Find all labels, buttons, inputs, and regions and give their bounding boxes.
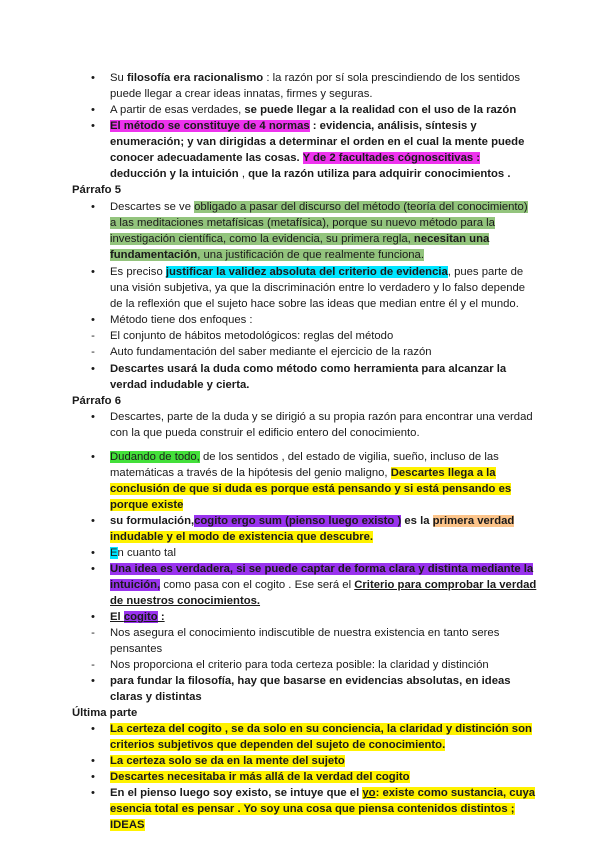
text-segment: Es preciso xyxy=(110,266,166,278)
highlighted-text: indudable y el modo de existencia que descubre. xyxy=(110,531,374,543)
line-text xyxy=(110,361,506,377)
line-text xyxy=(110,737,445,753)
line-text xyxy=(110,641,162,657)
text-segment: Nos asegura el conocimiento indiscutible de nuestra existencia en tanto seres xyxy=(110,627,500,639)
text-segment: Nos proporciona el criterio para toda certeza posible: la claridad y distinción xyxy=(110,659,489,671)
line-text xyxy=(110,481,511,497)
text-segment: claras y distintas xyxy=(110,691,202,703)
text-line xyxy=(0,641,600,657)
text-line xyxy=(0,247,600,263)
line-text xyxy=(110,753,345,769)
text-segment: enumeración; y van dirigidas a determinar el orden en el cual la mente puede xyxy=(110,136,525,148)
line-text xyxy=(110,264,523,280)
line-text xyxy=(110,817,145,833)
line-text xyxy=(110,689,202,705)
line-text xyxy=(110,769,410,785)
text-segment: : evidencia, análisis, síntesis y xyxy=(309,120,477,132)
text-line xyxy=(0,296,600,312)
text-line xyxy=(0,577,600,593)
text-line xyxy=(0,545,600,561)
line-text xyxy=(110,785,535,801)
text-line xyxy=(0,753,600,769)
bullet-icon: • xyxy=(91,314,95,326)
text-line xyxy=(0,593,600,609)
text-line xyxy=(0,465,600,481)
text-line xyxy=(0,199,600,215)
highlighted-text: El método se constituye de 4 normas xyxy=(110,120,310,132)
line-text xyxy=(110,134,524,150)
text-line xyxy=(0,513,600,529)
text-line xyxy=(0,625,600,641)
text-line xyxy=(0,497,600,513)
line-text xyxy=(110,449,499,465)
text-line xyxy=(0,769,600,785)
highlighted-text: investigación científica, como la evidencia, su primera regla, xyxy=(110,233,414,245)
text-segment: , xyxy=(238,168,249,180)
highlighted-text: necesitan una xyxy=(413,233,490,245)
bullet-icon: • xyxy=(91,787,95,799)
line-text xyxy=(110,166,511,182)
text-line xyxy=(0,70,600,86)
text-line xyxy=(0,689,600,705)
text-segment: puede llegar a crear ideas innatas, firmes y seguras. xyxy=(110,88,373,100)
highlighted-text: esencia total es pensar . Yo soy una cosa que piensa contenidos distintos ; xyxy=(110,803,515,815)
text-line xyxy=(0,529,600,545)
text-segment: de la reflexión que el sujeto hace sobre las ideas que median entre él y el mundo. xyxy=(110,298,519,310)
line-text xyxy=(110,118,477,134)
line-text xyxy=(110,199,528,215)
text-line xyxy=(0,785,600,801)
text-segment: : xyxy=(157,611,165,623)
text-line xyxy=(0,86,600,102)
text-line xyxy=(0,817,600,833)
line-text xyxy=(72,705,137,721)
line-text xyxy=(110,625,499,641)
text-segment: una visión subjetiva, ya que la discriminación entre lo verdadero y lo falso depende xyxy=(110,282,526,294)
text-segment: Última parte xyxy=(72,707,138,719)
bullet-icon: • xyxy=(91,266,95,278)
text-line xyxy=(0,344,600,360)
highlighted-text: criterios subjetivos que dependen del sujeto de conocimiento. xyxy=(110,739,446,751)
section-heading xyxy=(0,705,600,721)
highlighted-text: yo xyxy=(362,787,376,799)
line-text xyxy=(110,215,495,231)
dash-bullet-icon: - xyxy=(91,346,95,358)
text-line xyxy=(0,134,600,150)
text-segment: su formulación, xyxy=(110,515,195,527)
text-segment: Párrafo 5 xyxy=(72,184,121,196)
bullet-icon: • xyxy=(91,104,95,116)
highlighted-text: Una idea es verdadera, si se puede captar de forma clara y distinta mediante la xyxy=(110,563,534,575)
highlighted-text: Y de 2 facultades cógnoscitivas : xyxy=(302,152,481,164)
text-segment: Criterio para comprobar la verdad xyxy=(354,579,537,591)
line-text xyxy=(110,593,260,609)
text-segment: Descartes se ve xyxy=(110,201,195,213)
text-segment: filosofía era racionalismo xyxy=(126,72,264,84)
highlighted-text: La certeza solo se da en la mente del sujeto xyxy=(110,755,345,767)
bullet-icon: • xyxy=(91,611,95,623)
bullet-icon: • xyxy=(91,411,95,423)
text-line xyxy=(0,449,600,465)
line-text xyxy=(110,497,183,513)
highlighted-text: obligado a pasar del discurso del método (teoría del conocimiento) xyxy=(194,201,528,213)
text-segment: pensantes xyxy=(110,643,163,655)
text-segment: conocer adecuadamente las cosas. xyxy=(110,152,303,164)
line-text xyxy=(110,328,393,344)
text-segment: es la xyxy=(401,515,433,527)
text-segment: Descartes usará la duda como método como herramienta para alcanzar la xyxy=(110,363,507,375)
bullet-icon: • xyxy=(91,120,95,132)
line-text xyxy=(110,425,420,441)
section-heading xyxy=(0,182,600,198)
text-line xyxy=(0,609,600,625)
line-text xyxy=(110,529,373,545)
line-text xyxy=(110,86,372,102)
text-segment: : la razón por sí sola prescindiendo de los sentidos xyxy=(263,72,521,84)
bullet-icon: • xyxy=(91,675,95,687)
text-line xyxy=(0,215,600,231)
line-text xyxy=(110,577,536,593)
highlighted-text: fundamentación xyxy=(110,249,198,261)
line-text xyxy=(110,344,432,360)
bullet-icon: • xyxy=(91,363,95,375)
line-text xyxy=(110,280,525,296)
dash-bullet-icon: - xyxy=(91,659,95,671)
text-line xyxy=(0,231,600,247)
line-text xyxy=(110,465,496,481)
text-segment: En el pienso luego soy existo, se intuye que el xyxy=(110,787,363,799)
highlighted-text: E xyxy=(110,547,118,559)
text-line xyxy=(0,118,600,134)
bullet-icon: • xyxy=(91,451,95,463)
line-text xyxy=(110,673,511,689)
line-text xyxy=(110,561,533,577)
line-text xyxy=(110,296,519,312)
line-text xyxy=(110,377,249,393)
text-line xyxy=(0,409,600,425)
line-text xyxy=(110,150,480,166)
text-segment: verdad indudable y cierta. xyxy=(110,379,250,391)
line-text xyxy=(110,657,489,673)
text-segment: Auto fundamentación del saber mediante el ejercicio de la razón xyxy=(110,346,432,358)
bullet-icon: • xyxy=(91,563,95,575)
highlighted-text: , una justificación de que realmente funciona. xyxy=(197,249,424,261)
highlighted-text: conclusión de que si duda es porque está pensando y si está pensando es xyxy=(110,483,512,495)
text-line xyxy=(0,673,600,689)
text-line xyxy=(0,328,600,344)
line-text xyxy=(110,545,176,561)
bullet-icon: • xyxy=(91,515,95,527)
text-segment: para fundar la filosofía, hay que basarse en evidencias absolutas, en ideas xyxy=(110,675,511,687)
highlighted-text: Descartes necesitaba ir más allá de la verdad del cogito xyxy=(110,771,410,783)
text-segment: de los sentidos , del estado de vigilia, sueño, incluso de las xyxy=(199,451,499,463)
bullet-icon: • xyxy=(91,201,95,213)
text-line xyxy=(0,721,600,737)
text-segment: El conjunto de hábitos metodológicos: reglas del método xyxy=(110,330,394,342)
text-line xyxy=(0,657,600,673)
text-line xyxy=(0,312,600,328)
line-text xyxy=(72,393,121,409)
highlighted-text: primera verdad xyxy=(432,515,515,527)
highlighted-text: porque existe xyxy=(110,499,184,511)
line-text xyxy=(110,70,520,86)
highlighted-text: justificar la validez absoluta del criterio de evidencia xyxy=(165,266,448,278)
highlighted-text: Descartes llega a la xyxy=(390,467,496,479)
text-segment: se puede llegar a la realidad con el uso de la razón xyxy=(244,104,517,116)
bullet-icon: • xyxy=(91,72,95,84)
text-segment: , pues parte de xyxy=(447,266,524,278)
text-line xyxy=(0,150,600,166)
highlighted-text: cogito ergo sum (pienso luego existo ) xyxy=(194,515,402,527)
line-text xyxy=(72,182,121,198)
highlighted-text: IDEAS xyxy=(110,819,145,831)
text-segment: Descartes, parte de la duda y se dirigió a su propia razón para encontrar una verdad xyxy=(110,411,533,423)
text-line xyxy=(0,481,600,497)
text-segment: El xyxy=(110,611,124,623)
text-line xyxy=(0,361,600,377)
line-text xyxy=(110,409,533,425)
bullet-icon: • xyxy=(91,547,95,559)
text-line xyxy=(0,801,600,817)
text-segment: A partir de esas verdades, xyxy=(110,104,245,116)
text-segment: Su xyxy=(110,72,127,84)
text-line xyxy=(0,425,600,441)
highlighted-text: Dudando de todo, xyxy=(110,451,200,463)
text-line xyxy=(0,280,600,296)
text-line xyxy=(0,561,600,577)
text-line xyxy=(0,737,600,753)
text-segment: con la que pueda construir el edificio entero del conocimiento. xyxy=(110,427,420,439)
line-text xyxy=(110,312,253,328)
highlighted-text: a las meditaciones metafísicas (metafísica), porque su nuevo método para la xyxy=(110,217,495,229)
highlighted-text: : existe como sustancia, cuya xyxy=(375,787,536,799)
text-segment: Método tiene dos enfoques : xyxy=(110,314,253,326)
line-text xyxy=(110,801,515,817)
line-text xyxy=(110,102,516,118)
bullet-icon: • xyxy=(91,755,95,767)
highlighted-text: cogito xyxy=(123,611,158,623)
line-text xyxy=(110,231,489,247)
highlighted-text: La certeza del cogito , se da solo en su conciencia, la claridad y distinción son xyxy=(110,723,532,735)
highlighted-text: intuición, xyxy=(110,579,161,591)
dash-bullet-icon: - xyxy=(91,627,95,639)
text-line xyxy=(0,377,600,393)
text-segment: que la razón utiliza para adquirir conocimientos . xyxy=(248,168,511,180)
section-heading xyxy=(0,393,600,409)
line-text xyxy=(110,247,424,263)
dash-bullet-icon: - xyxy=(91,330,95,342)
text-segment: n cuanto tal xyxy=(117,547,176,559)
text-line xyxy=(0,264,600,280)
text-segment: deducción y la intuición xyxy=(110,168,239,180)
bullet-icon: • xyxy=(91,771,95,783)
text-line xyxy=(0,102,600,118)
line-text xyxy=(110,513,514,529)
line-text xyxy=(110,609,165,625)
text-segment: de nuestros conocimientos. xyxy=(110,595,261,607)
line-text xyxy=(110,721,532,737)
text-line xyxy=(0,166,600,182)
text-segment: como pasa con el cogito . Ese será el xyxy=(160,579,355,591)
text-segment: Párrafo 6 xyxy=(72,395,121,407)
bullet-icon: • xyxy=(91,723,95,735)
text-segment: matemáticas a través de la hipótesis del genio maligno, xyxy=(110,467,391,479)
